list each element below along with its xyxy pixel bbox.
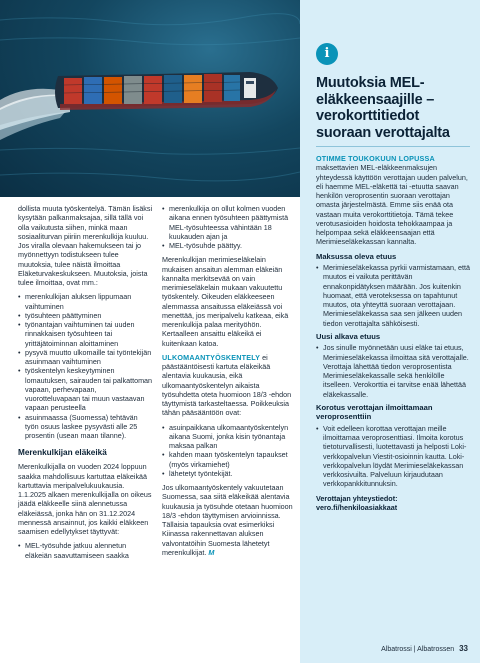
paragraph <box>162 353 297 418</box>
list-item: • työskentelyn keskeytyminen lomautuksen, sairauden tai palkattoman vapaan, perhevapaan, vuorotteluvapaan tai muun vastaavan vapaan perusteella <box>18 366 153 412</box>
article-column-left <box>18 204 153 565</box>
list-item: • Merimieseläkekassa pyrkii varmistamaan, että muutos ei vaikuta perittävän ennakonpidätyksen määrään. Jos kuitenkin huomaat, että veroteksessa on tapahtunut muutos, ota yhteyttä suoraan verottajaan. Merimieseläkekassa saa sen jälkeen uuden tiedon verottajalta sähköisesti. <box>316 263 474 328</box>
end-mark-icon: M <box>208 547 215 557</box>
container-ship-photo <box>0 0 300 197</box>
conditions-list <box>18 541 153 560</box>
sidebar-intro <box>316 154 474 247</box>
contact-link[interactable]: vero.fi/henkiloasiakkaat <box>316 502 398 512</box>
paragraph: Merenkulkijan merimieseläkelain mukaisen ansaitun alemman eläkeiän kannalta merkitsevää on vain merimieseläkelain mukaan vakuutettu työskentely. Oikeuden eläkkeeseen alemmassa ansaitussa eläkeiässä voi menettää, jos meripalvelu katkeaa, eikä merenkulkija palaa merityöhön. Kertaalleen ansaittu eläkeikä ei kuitenkaan katoa. <box>162 255 289 348</box>
list-item: • merenkulkijan aluksen lippumaan vaihtuminen <box>18 292 153 311</box>
list-item: • asuinpaikkana ulkomaantyöskentelyn aikana Suomi, jonka kisin työnantaja maksaa palkan <box>162 423 297 451</box>
page-number: 33 <box>459 644 468 653</box>
sidebar-list-increase <box>316 424 474 489</box>
list-item: • asuinmaassa (Suomessa) tehtävän työn osuus laskee pysyvästi alle 25 prosentin (usean maan tilanne). <box>18 413 153 441</box>
list-item: • MEL-työsuhde jatkuu alennetun eläkeiän saavuttamiseen saakka <box>18 541 153 560</box>
list-item: • lähetetyt työntekijät. <box>162 469 297 478</box>
exceptions-list <box>162 423 297 479</box>
page-footer <box>381 644 468 653</box>
list-item: • työsuhteen päättyminen <box>18 311 153 320</box>
list-item: • MEL-työsuhde päättyy. <box>162 241 297 250</box>
sidebar-heading-increase: Korotus verottajan ilmoittamaan veroprosenttiin <box>316 402 433 422</box>
sidebar-body <box>316 154 474 517</box>
paragraph: dollista muuta työskentelyä. Tämän lisäksi kysytään palkanmaksajaa, sillä tällä voi olla vaikutusta siihen, minkä maan sosiaaliturvan piiriin merenkulkija kuuluu. Jos viralla olevaan hakemukseen tai jo myönnettyyn todistukseen tulee muutoksia, tulee näistä ilmoittaa Eläketurvakeskukseen. Muutoksia, joista tulee ilmoittaa, ovat mm.: <box>18 204 153 287</box>
conditions-list-cont <box>162 204 297 250</box>
section-heading: Merenkulkijan eläkeikä <box>18 448 107 458</box>
paragraph: Merenkulkijalla on vuoden 2024 loppuun saakka mahdollisuus kartuttaa eläkeikää kartuttavia meripalvelukuukausia. 1.1.2025 alkaen merenkulkijalla on oikeus jäädä eläkkeelle siinä alennetussa eläkeiässä, jonka hän on 31.12.2024 mennessä ansainnut, jos kaikki eläkkeen saamisen edellytykset täyttyvät: <box>18 462 152 536</box>
sidebar-intro-text: maksettavien MEL-eläkkeenmaksujen yhteydessä käyttöön verottajan uuden palvelun, eli haemme MEL-eläkettä tai -etuutta saavan henkilön veroprosentin suoraan verottajan omasta järjestelmästä. Emme siis enää ota vastaan muita verokorttitietoja. Tämä tekee verotusasioiden hoidosta tehokkaampaa ja helpompaa sekä eläkkeensaajan että Merimieseläkekassan kannalta. <box>316 163 468 247</box>
info-icon: i <box>316 43 338 65</box>
contact-label: Verottajan yhteystiedot: <box>316 493 398 503</box>
list-item: • työnantajan vaihtuminen tai uuden rinnakkaisen työsuhteen tai yrittäjätoiminnan aloittaminen <box>18 320 153 348</box>
list-item: • merenkulkija on ollut kolmen vuoden aikana ennen työsuhteen päättymistä MEL-työsuhteessa vähintään 18 kuukauden ajan ja <box>162 204 297 241</box>
list-item: • kahden maan työskentelyn tapaukset (myös virkamiehet) <box>162 450 297 469</box>
sidebar-heading-current: Maksussa oleva etuus <box>316 251 397 261</box>
magazine-name: Albatrossi | Albatrossen <box>381 646 455 653</box>
contact-block <box>316 494 474 513</box>
changes-list <box>18 292 153 440</box>
sidebar-title: Muutoksia MEL-eläkkeensaajille – verokorttitiedot suoraan verottajalta <box>316 75 450 141</box>
article-column-middle <box>162 204 297 562</box>
sidebar-list-new <box>316 343 474 399</box>
sidebar-intro-runin: OTIMME TOUKOKUUN LOPUSSA <box>316 154 435 163</box>
sidebar-heading-new: Uusi alkava etuus <box>316 331 381 341</box>
sidebar-list-current <box>316 263 474 328</box>
paragraph <box>162 483 297 557</box>
paragraph-text: Jos ulkomaantyöskentely vakuutetaan Suomessa, saa siitä eläkeikää alentavia kuukausia ja työsuhde otetaan huomioon 18/3 -ehdon täyttymisen arvioinnissa. Tällaisia tapauksia ovat esimerkiksi Kiinassa rakennettavan aluksen valvontatöihin Suomesta lähetetyt merenkulkijat. <box>162 483 293 557</box>
runin-heading: ULKOMAANTYÖSKENTELY <box>162 352 261 362</box>
list-item: • Jos sinulle myönnetään uusi eläke tai etuus, Merimieseläkekassa ilmoittaa sitä verottajalle. Verottaja lähettää tiedon veroprosentista Merimieseläkekassalle sekä henkilölle itselleen. Verokorttia ei tarvitse enää lähettää eläkekassalle. <box>316 343 474 399</box>
list-item: • Voit edelleen korottaa verottajan meille ilmoittamaa veroprosenttiasi. Ilmoita korotus tietoturvallisesti, luotettavasti ja helposti Loki-verkkopalvelun Viestit-osioinnin kautta. Loki-verkkopalvelun löydät Merimieseläkekassan verkkosivuilta. Palveluun kirjaudutaan verkkopankkitunnuksin. <box>316 424 474 489</box>
paragraph-text: ei päästääntöisesti kartuta eläkeikää alentavia kuukausia, eikä ulkomaantyöskentelyn aikaista työsuhdetta oteta huomioon 18/3 -ehdon täyttymistä tarkasteltaessa. Poikkeuksia tähän pääsääntöön ovat: <box>162 352 292 418</box>
list-item: • pysyvä muutto ulkomaille tai työntekijän asuinmaan vaihtuminen <box>18 348 153 367</box>
sidebar-divider <box>316 146 470 147</box>
